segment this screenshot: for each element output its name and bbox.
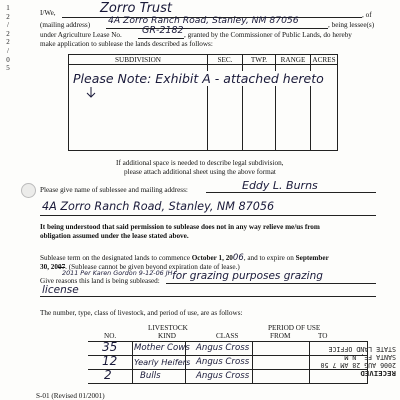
land-description-table bbox=[68, 54, 338, 151]
livestock-row-2-class: Angus Cross bbox=[196, 357, 250, 367]
form-footer: S-01 (Revised 01/2001) bbox=[36, 392, 105, 400]
header-subdivision: SUBDIVISION bbox=[69, 55, 208, 65]
understanding-line-2: obligation assumed under the lease stated above. bbox=[40, 232, 189, 240]
understanding-line-1: It being understood that said permission to sublease does not in any way relieve me/us from bbox=[40, 223, 320, 231]
term-start: October 1, 20 bbox=[191, 254, 233, 262]
stamp-office: STATE LAND OFFICE bbox=[328, 345, 396, 353]
lessee-address: 4A Zorro Ranch Road, Stanley, NM 87056 bbox=[108, 15, 299, 26]
livestock-row-3-kind: Bulls bbox=[140, 371, 161, 381]
sublessee-label: Please give name of sublessee and mailing address: bbox=[40, 186, 188, 194]
term-struck-year: 07 bbox=[57, 263, 66, 271]
header-to: TO bbox=[318, 332, 328, 340]
lessee-name: Zorro Trust bbox=[100, 1, 173, 16]
lease-suffix: , granted by the Commissioner of Public Lands, do hereby bbox=[184, 31, 352, 39]
term-correction: 2011 Per Karen Gordon 9-12-06 JH bbox=[62, 269, 173, 277]
handwritten-arrow-icon bbox=[84, 86, 98, 100]
header-acres: ACRES bbox=[312, 55, 336, 64]
livestock-intro: The number, type, class of livestock, and period of use, are as follows: bbox=[40, 309, 243, 317]
livestock-row-1-no: 35 bbox=[102, 340, 118, 354]
term-line-2: 30, 2007. (Sublease cannot be given beyond expiration date of lease.) bbox=[40, 263, 240, 271]
livestock-row-1-class: Angus Cross bbox=[196, 343, 250, 353]
additional-space-line-1: If additional space is needed to describe legal subdivision, bbox=[116, 159, 284, 167]
lessee-suffix: , being lessee(s) bbox=[328, 21, 375, 29]
header-period: PERIOD OF USE bbox=[268, 324, 321, 332]
reasons-text-2: license bbox=[42, 284, 79, 296]
reasons-text-1: for grazing purposes grazing bbox=[172, 270, 323, 282]
livestock-row-1-kind: Mother Cows bbox=[134, 343, 190, 353]
header-twp: TWP. bbox=[243, 55, 276, 65]
mailing-label: (mailing address) bbox=[40, 21, 91, 29]
margin-number: 1 2 / 2 2 / 0 5 bbox=[6, 4, 10, 73]
livestock-row-2-kind: Yearly Heifers bbox=[134, 357, 191, 367]
sublessee-address: 4A Zorro Ranch Road, Stanley, NM 87056 bbox=[42, 200, 275, 213]
lessee-label: I/We, bbox=[40, 9, 56, 17]
reasons-label: Give reasons this land is being subleased: bbox=[40, 277, 160, 285]
livestock-row-3-class: Angus Cross bbox=[196, 371, 250, 381]
livestock-row-3-no: 2 bbox=[104, 368, 112, 382]
term-line-1: Sublease term on the designated lands to commence October 1, 2006, and to expire on September bbox=[40, 253, 329, 263]
header-sec: SEC. bbox=[208, 55, 243, 65]
application-line: make application to sublease the lands described as follows: bbox=[40, 40, 213, 48]
land-note: Please Note: Exhibit A - attached hereto bbox=[73, 71, 324, 86]
stamp-received: RECEIVED bbox=[360, 369, 396, 378]
stamp-city: SANTA FE, N.M. bbox=[340, 353, 396, 361]
lessee-of-label: , of bbox=[362, 11, 372, 19]
livestock-row-2-no: 12 bbox=[102, 354, 118, 368]
lease-prefix: under Agriculture Lease No. bbox=[40, 31, 122, 39]
term-end: September bbox=[295, 254, 329, 262]
reasons-line-2 bbox=[40, 285, 376, 297]
header-kind: KIND bbox=[158, 332, 176, 340]
header-from: FROM bbox=[270, 332, 291, 340]
header-class: CLASS bbox=[216, 332, 239, 340]
received-stamp bbox=[300, 345, 396, 378]
header-livestock: LIVESTOCK bbox=[148, 324, 188, 332]
lease-number: GR-2182 bbox=[142, 25, 184, 36]
header-range: RANGE bbox=[276, 55, 311, 65]
stamp-datetime: 2006 AUG 28 AM 7 50 bbox=[320, 361, 396, 369]
punch-hole bbox=[21, 183, 36, 198]
additional-space-line-2: please attach additional sheet using the above format bbox=[124, 168, 276, 176]
sublessee-name: Eddy L. Burns bbox=[242, 179, 318, 192]
header-no: NO. bbox=[104, 332, 117, 340]
term-start-year: 06 bbox=[232, 253, 244, 263]
